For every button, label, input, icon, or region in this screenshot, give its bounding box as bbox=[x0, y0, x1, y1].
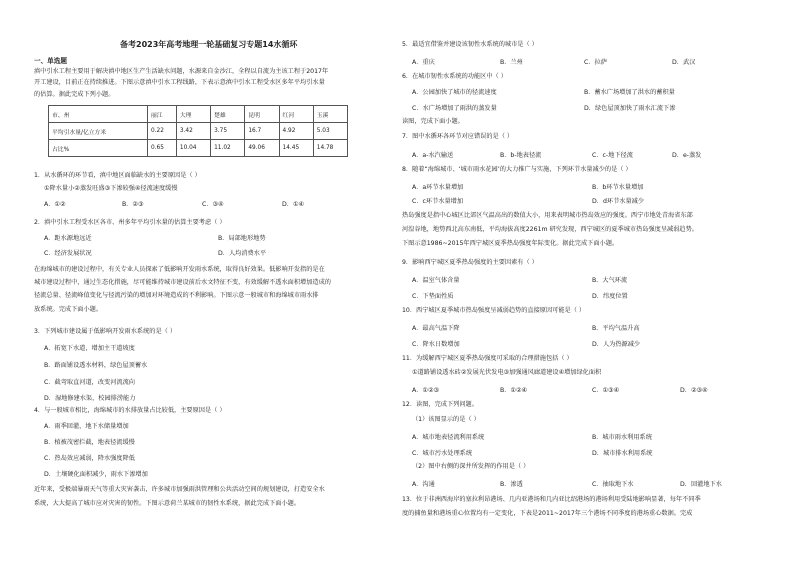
q7-option-c[interactable]: C．c-地下径流 bbox=[592, 152, 633, 159]
passage-2-line-4: 放系统。完成下面小题。 bbox=[34, 306, 103, 313]
table-row-header: 占比% bbox=[49, 140, 148, 157]
table-cell: 14.78 bbox=[313, 140, 347, 157]
q5-option-b[interactable]: B．兰州 bbox=[500, 59, 523, 66]
q10-option-c[interactable]: C．降水日数增加 bbox=[412, 341, 460, 348]
q2-option-a[interactable]: A．距水源地远近 bbox=[44, 235, 92, 242]
question-11-stem: ①道路铺设透水砖②发展光伏发电③加强通风廊道建设④增加绿化面积 bbox=[412, 369, 602, 376]
table-cell: 昆明 bbox=[245, 106, 279, 123]
table-cell: 大理 bbox=[176, 106, 210, 123]
q4-option-d[interactable]: D．土壤硬化面积减少，雨水下渗增加 bbox=[44, 471, 148, 478]
q1-option-b[interactable]: B．②③ bbox=[122, 201, 144, 208]
q6-option-b[interactable]: B．蓄水广场增加了洪水的蓄积量 bbox=[584, 89, 675, 96]
q6-option-a[interactable]: A．公园加快了城市的径流速度 bbox=[412, 89, 497, 96]
table-cell: 49.06 bbox=[245, 140, 279, 157]
passage-2-line-3: 径流总量、径流峰值变化与径流污染的增加对环境造成的不利影响。下图示意一般城市和海绵城市雨水排 bbox=[34, 292, 319, 299]
q8-option-b[interactable]: B．b环节水量增加 bbox=[592, 184, 644, 191]
q11-option-d[interactable]: D．②③④ bbox=[680, 387, 708, 394]
intro-line-3: 的估算。据此完成下列小题。 bbox=[34, 91, 115, 98]
q1-option-a[interactable]: A．①② bbox=[44, 201, 66, 208]
q12b-option-a[interactable]: A．沟通 bbox=[412, 481, 435, 488]
q2-option-d[interactable]: D．人均消费水平 bbox=[218, 250, 267, 257]
table-cell: 0.65 bbox=[148, 140, 177, 157]
q12b-option-c[interactable]: C．抽取地下水 bbox=[592, 481, 634, 488]
table-cell: 3.42 bbox=[176, 123, 210, 140]
table-row-header: 市、州 bbox=[49, 106, 148, 123]
q1-option-d[interactable]: D．①④ bbox=[282, 201, 305, 208]
section-heading: 一、单选题 bbox=[34, 57, 67, 65]
water-table bbox=[48, 105, 348, 157]
table-cell: 玉溪 bbox=[313, 106, 347, 123]
q7-option-d[interactable]: D．e-蒸发 bbox=[672, 152, 702, 159]
table-cell: 14.45 bbox=[279, 140, 313, 157]
q5-option-d[interactable]: D．武汉 bbox=[672, 59, 696, 66]
q4-option-c[interactable]: C．热岛效应减弱，降水强度降低 bbox=[44, 455, 135, 462]
read-figure-1: 读图，完成下面小题。 bbox=[402, 118, 464, 125]
question-12: 12．读图，完成下列问题。 bbox=[402, 401, 478, 408]
q8-option-a[interactable]: A．a环节水量增加 bbox=[412, 184, 464, 191]
question-9: 9．影响西宁城区夏季热岛强度的主要因素有（ ） bbox=[402, 259, 538, 266]
passage-2-line-2: 城市建设过程中，通过生态化措施，尽可能维持城市建设前后水文特征不变，有效缓解不透水面积增加造成的 bbox=[34, 279, 331, 286]
q11-option-a[interactable]: A．①②③ bbox=[412, 387, 440, 394]
q8-option-d[interactable]: D．d环节水量减少 bbox=[592, 198, 645, 205]
passage-2-line-1: 在海绵城市的建设过程中，有关专业人员探索了低影响开发雨水系统，取得良好效果。低影响开发指的是在 bbox=[34, 266, 325, 273]
question-13-line-2: 度的捕鱼量和港场重心位置均有一定变化，下表是2011~2017年三个港场不同季度的港场重心数据。完成 bbox=[402, 510, 693, 517]
passage-4-line-1: 热岛强度是指中心城区比郊区气温高出的数值大小，用来表明城市热岛效应的强度。西宁市地处青海省东部 bbox=[402, 212, 693, 219]
q4-option-b[interactable]: B．植被茂密拦截，地表径流缓慢 bbox=[44, 439, 135, 446]
q7-option-a[interactable]: A．a-水汽输送 bbox=[412, 152, 454, 159]
q11-option-b[interactable]: B．①②④ bbox=[500, 387, 528, 394]
q12a-option-d[interactable]: D．城市排水利用系统 bbox=[592, 450, 653, 457]
question-13-line-1: 13．位于非洲西海岸的塞拉利昂港场、几内亚港场和几内亚比绍港场的港场利用受陆地影响显著，每年不同季 bbox=[402, 496, 701, 503]
q3-option-d[interactable]: D．湿地修建水渠，校园排涝能力 bbox=[44, 395, 136, 402]
question-1: 1．从水循环的环节看，滇中地区面临缺水的主要原因是（ ） bbox=[34, 172, 201, 179]
question-4: 4．与一般城市相比，海绵城市的水排放量占比较低，主要原因是（ ） bbox=[34, 407, 226, 414]
q5-option-a[interactable]: A．重庆 bbox=[412, 59, 435, 66]
table-row bbox=[49, 140, 348, 157]
question-2: 2．滇中引水工程受水区各市、州多年平均引水量的估算主要考虑（ ） bbox=[34, 219, 226, 226]
q6-option-c[interactable]: C．水广场增加了雨洪的蒸发量 bbox=[412, 105, 497, 112]
q3-option-b[interactable]: B．路面铺设透水材料，绿色屋顶蓄水 bbox=[44, 362, 148, 369]
q12b-option-d[interactable]: D．回灌地下水 bbox=[680, 481, 722, 488]
table-row-header: 平均引水量/亿立方米 bbox=[49, 123, 148, 140]
intro-line-1: 滇中引水工程主要用于解决滇中地区生产生活缺水问题，水源来自金沙江，全程以自流为主该工程于2017年 bbox=[34, 68, 329, 75]
passage-3-line-1: 近年来，受极端暴雨天气等重大灾害袭击，许多城市加强雨洪管理和公共活动空间的规划建设，打造安全水 bbox=[34, 486, 325, 493]
question-12-part-1: （1）该图显示的是（ ） bbox=[412, 416, 480, 423]
q9-option-a[interactable]: A．温室气体含量 bbox=[412, 277, 460, 284]
q3-option-a[interactable]: A．拓宽下水道，增加主干道坡度 bbox=[44, 345, 135, 352]
q11-option-c[interactable]: C．①③④ bbox=[592, 387, 620, 394]
question-6: 6．在城市韧性水系统的功能区中（ ） bbox=[402, 73, 507, 80]
question-3: 3．下列城市建设属于低影响开发雨水系统的是（ ） bbox=[34, 328, 177, 335]
q8-option-c[interactable]: C．c环节水量增加 bbox=[412, 198, 464, 205]
table-cell: 红河 bbox=[279, 106, 313, 123]
table-row bbox=[49, 123, 348, 140]
table-cell: 楚雄 bbox=[211, 106, 245, 123]
q9-option-c[interactable]: C．下垫面性质 bbox=[412, 293, 454, 300]
q2-option-c[interactable]: C．经济发展状况 bbox=[44, 250, 92, 257]
q9-option-d[interactable]: D．纬度位置 bbox=[592, 293, 628, 300]
passage-4-line-2: 河湟谷地，地势西北高东南低，平均海拔高度2261m 研究发现，西宁城区的夏季城市热岛强度呈减弱趋势。 bbox=[402, 226, 698, 233]
table-row bbox=[49, 106, 348, 123]
q10-option-d[interactable]: D．人为热源减少 bbox=[592, 341, 641, 348]
q7-option-b[interactable]: B．b-地表径流 bbox=[500, 152, 542, 159]
question-10: 10．西宁城区夏季城市热岛强度呈减弱趋势的直接原因可能是（ ） bbox=[402, 307, 586, 314]
passage-3-line-2: 系统，大大提高了城市应对灾害的韧性。下图示意荷兰某城市的韧性水系统，据此完成下面小题。 bbox=[34, 500, 301, 507]
q12a-option-b[interactable]: B．城市雨水利用系统 bbox=[592, 434, 652, 441]
q12a-option-c[interactable]: C．城市污水处理系统 bbox=[412, 450, 473, 457]
table-cell: 3.75 bbox=[211, 123, 245, 140]
intro-line-2: 开工建设，目前正在持续推进。下图示意滇中引水工程线路，下表示意滇中引水工程受水区多年平均引水量 bbox=[34, 79, 325, 86]
page-title: 备考2023年高考地理一轮基础复习专题14水循环 bbox=[120, 40, 298, 49]
table-cell: 10.04 bbox=[176, 140, 210, 157]
q10-option-b[interactable]: B．平均气温升高 bbox=[592, 325, 640, 332]
table-cell: 5.03 bbox=[313, 123, 347, 140]
q12b-option-b[interactable]: B．渗透 bbox=[500, 481, 523, 488]
q4-option-a[interactable]: A．雨季回灌，地下水储量增加 bbox=[44, 423, 129, 430]
question-8: 8．随着“海绵城市、‘城市雨水花园’的大力推广与实施，下列环节水量减少的是（ ） bbox=[402, 166, 632, 173]
table-cell: 丽江 bbox=[148, 106, 177, 123]
q3-option-c[interactable]: C．截弯取直河道，改变河流流向 bbox=[44, 379, 135, 386]
q2-option-b[interactable]: B．局部地形地势 bbox=[218, 235, 266, 242]
question-5: 5．最适宜借鉴并建设该韧性水系统的城市是（ ） bbox=[402, 41, 538, 48]
question-1-stem: ①降水量小②蒸发旺盛③下渗较强④径流速度缓慢 bbox=[44, 185, 178, 192]
table-cell: 11.02 bbox=[211, 140, 245, 157]
q1-option-c[interactable]: C．③④ bbox=[202, 201, 224, 208]
q10-option-a[interactable]: A．最高气温下降 bbox=[412, 325, 460, 332]
q6-option-d[interactable]: D．绿色屋顶加快了雨水汇流下渗 bbox=[584, 105, 676, 112]
table-cell: 16.7 bbox=[245, 123, 279, 140]
passage-4-line-3: 下图示意1986~2015年西宁城区夏季热岛强度年际变化。据此完成下面小题。 bbox=[402, 240, 619, 247]
q12a-option-a[interactable]: A．城市地表径流利用系统 bbox=[412, 434, 485, 441]
table-cell: 0.22 bbox=[148, 123, 177, 140]
question-11: 11．为缓解西宁城区夏季热岛强度可采取的合理措施包括（ ） bbox=[402, 355, 573, 362]
q5-option-c[interactable]: C．拉萨 bbox=[584, 59, 607, 66]
q9-option-b[interactable]: B．大气环流 bbox=[592, 277, 628, 284]
table-cell: 4.92 bbox=[279, 123, 313, 140]
question-12-part-2: （2）图中右侧的深井所发挥的作用是（ ） bbox=[412, 463, 530, 470]
question-7: 7．图中水循环各环节对应错误的是（ ） bbox=[402, 133, 514, 140]
